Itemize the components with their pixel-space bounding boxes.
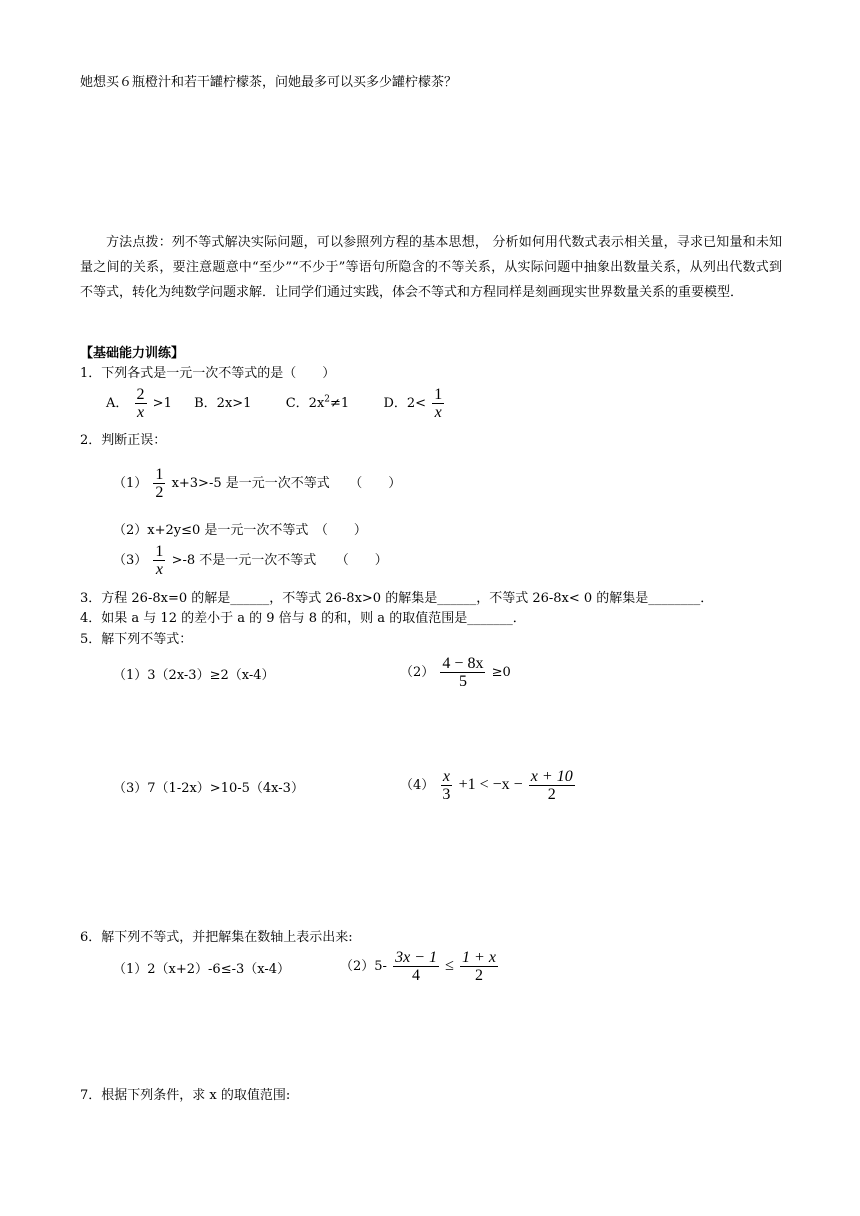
q2-stem: 2．判断正误： <box>80 433 167 448</box>
q1-option-d-den: x <box>434 404 442 421</box>
q1-option-a-tail: >1 <box>152 396 172 411</box>
q4-line: 4．如果 a 与 12 的差小于 a 的 9 倍与 8 的和，则 a 的取值范围是_______． <box>80 611 526 626</box>
q5-part-4: （4） $\frac{x}{3}$ +1 < −x − $\frac{x + 10}{2}$ <box>400 768 573 803</box>
q6-part-2-fraction-2: $\frac{1 + x}{2}$ <box>462 949 496 984</box>
q1-options <box>106 386 446 421</box>
q5-part-2-fraction: $\frac{4 - 8x}{5}$ <box>442 655 484 690</box>
q3-line: 3．方程 26-8x=0 的解是______，不等式 26-8x>0 的解集是______，不等式 26-8x< 0 的解集是________． <box>80 591 714 606</box>
q1-option-d-label: D．2< <box>383 396 427 411</box>
q1-option-a-den: x <box>136 404 145 421</box>
q6-part-2-fraction-1: $\frac{3x - 1}{4}$ <box>395 949 437 984</box>
q1-option-b: B．2x>1 <box>194 396 252 411</box>
q6-part-2: （2）5- $\frac{3x - 1}{4}$ ≤ $\frac{1 + x}{2}$ <box>340 949 496 984</box>
q2-item-1: （1） $\frac{1}{2}$ x+3>-5 是一元一次不等式 （ ） <box>113 466 402 501</box>
q5-part-3: （3）7（1-2x）>10-5（4x-3） <box>113 781 304 796</box>
q5-part-4-fraction-1: $\frac{x}{3}$ <box>442 768 451 803</box>
q2-item-1-fraction: $\frac{1}{2}$ <box>155 466 164 501</box>
q7-line: 7．根据下列条件，求 x 的取值范围: <box>80 1088 291 1103</box>
q1-option-a-label: A． <box>106 396 129 411</box>
q1-option-d-fraction <box>432 386 444 421</box>
q1-option-a-num: 2 <box>136 386 145 403</box>
q5-part-1: （1）3（2x-3）≥2（x-4） <box>113 668 275 683</box>
q5-part-2: （2） $\frac{4 - 8x}{5}$ ≥0 <box>400 655 511 690</box>
q1-option-a-fraction <box>135 386 147 421</box>
q5-stem: 5．解下列不等式： <box>80 632 193 647</box>
q6-part-1: （1）2（x+2）-6≤-3（x-4） <box>113 962 291 977</box>
q1-option-d-num: 1 <box>434 386 443 403</box>
section-title: 【基础能力训练】 <box>80 346 185 361</box>
q2-item-3-fraction: $\frac{1}{x}$ <box>155 543 164 578</box>
q2-item-3: （3） $\frac{1}{x}$ >-8 不是一元一次不等式 （ ） <box>113 543 388 578</box>
q1-stem: 1．下列各式是一元一次不等式的是（ ） <box>80 366 336 381</box>
q1-option-c: C．$2x^2\ne 1$ <box>285 394 350 411</box>
intro-line: 她想买６瓶橙汁和若干罐柠檬茶，问她最多可以买多少罐柠檬茶？ <box>80 75 458 90</box>
q2-item-2: （2）x+2y≤0 是一元一次不等式 （ ） <box>113 523 367 538</box>
q6-stem: 6．解下列不等式，并把解集在数轴上表示出来: <box>80 930 353 945</box>
q5-part-4-fraction-2: $\frac{x + 10}{2}$ <box>530 768 573 803</box>
method-tip-paragraph: 方法点拨：列不等式解决实际问题，可以参照列方程的基本思想， 分析如何用代数式表示相关量，寻求已知量和未知量之间的关系，要注意题意中“至少”“不少于”等语句所隐含的不等关系，从实际问题中抽象出数量关系，从列出代数式到不等式，转化为纯数学问题求解．让同学们通过实践，体会不等式和方程同样是刻画现实世界数量关系的重要模型． <box>80 235 782 300</box>
